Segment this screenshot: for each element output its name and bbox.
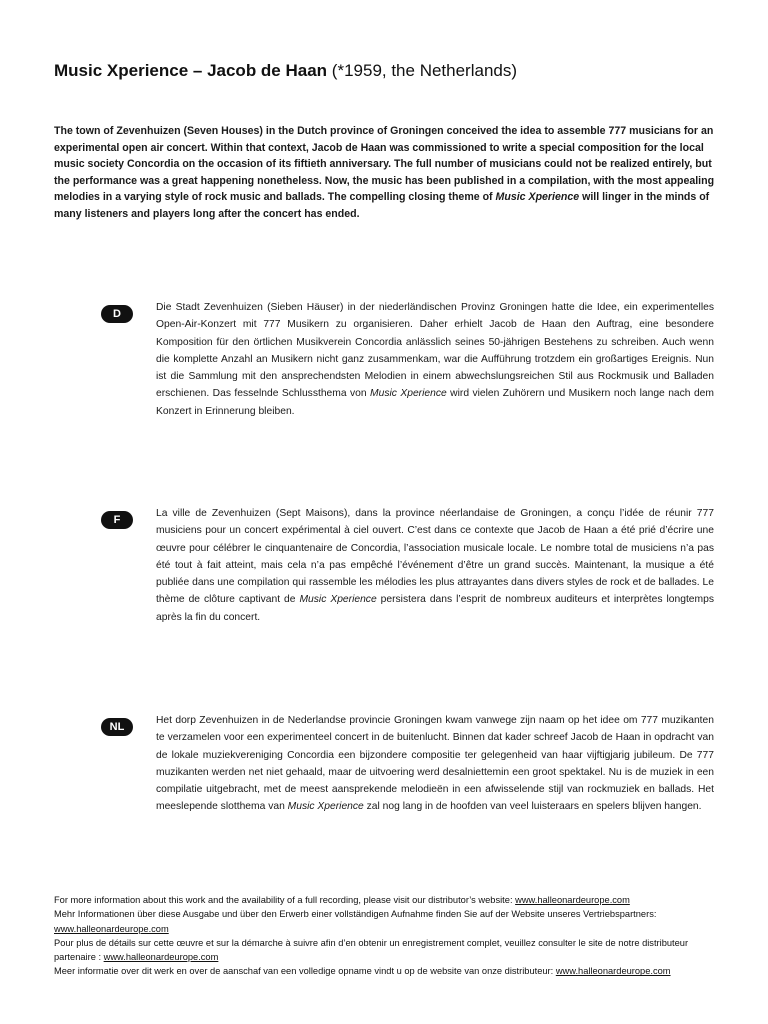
distributor-link-de[interactable]: www.halleonardeurope.com: [54, 923, 169, 934]
title-main: Music Xperience – Jacob de Haan: [54, 61, 328, 80]
german-text-start: Die Stadt Zevenhuizen (Sieben Häuser) in der niederländischen Provinz Groningen hatte die Idee, ein experimentelles Open-Air-Konzert mit 777 Musikern zu organisieren. Daher erhielt Jacob de Haan den Auftrag, eine besondere Komposition für den örtlichen Musikverein Concordia anlässlich seines 50-jährigen Bestehens zu schreiben. Auch wenn die komplette Anzahl an Musikern nicht ganz zusammenkam, war die Aufführung trotzdem ein großartiges Ereignis. Nun ist die Sammlung mit den ansprechendsten Melodien in einem abwechslungsreichen Stil aus Rockmusik und Balladen erschienen. Das fesselnde Schlussthema von: [156, 302, 714, 400]
footer-line-en: [54, 893, 716, 907]
french-work-title: Music Xperience: [299, 594, 377, 606]
distributor-link-en[interactable]: www.halleonardeurope.com: [515, 895, 630, 905]
french-text-start: La ville de Zevenhuizen (Sept Maisons), dans la province néerlandaise de Groningen, a conçu l’idée de réunir 777 musiciens pour un concert expérimental à ciel ouvert. C’est dans ce contexte que Jacob de Haan a été prié d’écrire une œuvre pour célébrer le cinquantenaire de Concordia, l’association musicale locale. Le nombre total de musiciens n’a pas été tout à fait atteint, mais cela n’a pas empêché l’événement d’être un grand succès. Maintenant, la musique a été publiée dans une compilation qui rassemble les mélodies les plus attrayantes dans divers styles de rock et de ballades. Le thème de clôture captivant de: [156, 508, 714, 606]
footer-text-en: For more information about this work and the availability of a full recording, please visit our distributor’s website:: [54, 895, 516, 905]
english-intro-paragraph: [54, 123, 716, 223]
footer-line-de: [54, 907, 716, 936]
footer-text-de: Mehr Informationen über diese Ausgabe und über den Erwerb einer vollständigen Aufnahme finden Sie auf der Website unseres Vertriebspartners:: [54, 909, 657, 920]
french-text-end: persistera dans l’esprit de nombreux auditeurs et interprètes longtemps après la fin du concert.: [156, 594, 714, 623]
intro-text-end: will linger in the minds of many listeners and players long after the concert has ended.: [54, 191, 710, 220]
footer-text-fr: Pour plus de détails sur cette œuvre et sur la démarche à suivre afin d’en obtenir un enregistrement complet, veuillez consulter le site de notre distributeur partenaire :: [54, 937, 689, 963]
page-title: [54, 60, 734, 82]
dutch-work-title: Music Xperience: [287, 801, 364, 813]
footer-line-fr: [54, 936, 716, 965]
intro-work-title: Music Xperience: [495, 191, 580, 204]
french-paragraph: [156, 505, 714, 626]
intro-text-start: The town of Zevenhuizen (Seven Houses) in the Dutch province of Groningen conceived the idea to assemble 777 musicians for an experimental open air concert. Within that context, Jacob de Haan was commissioned to write a special composition for the local music society Concordia on the occasion of its fiftieth anniversary. The full number of musicians could not be realized entirely, but the performance was a great happening nonetheless. Now, the music has been published in a compilation, with the most appealing melodies in a varying style of rock music and ballads. The compelling closing theme of: [54, 125, 715, 204]
title-subtitle: (*1959, the Netherlands): [331, 61, 518, 80]
german-text-end: wird vielen Zuhörern und Musikern noch lange nach dem Konzert in Erinnerung bleiben.: [156, 388, 714, 417]
distributor-link-nl[interactable]: www.halleonardeurope.com: [555, 966, 671, 977]
dutch-text-start: Het dorp Zevenhuizen in de Nederlandse provincie Groningen kwam vanwege zijn naam op het idee om 777 muzikanten te verzamelen voor een experimenteel concert in de buitenlucht. Binnen dat kader schreef Jacob de Haan in opdracht van de lokale muziekvereniging Concordia een bijzondere compositie ter gelegenheid van haar vijftigjarig jubileum. De 777 muzikanten werden net niet gehaald, maar de uitvoering werd desalniettemin een groot spektakel. Nu is de muziek in een compilatie uitgebracht, met de meest aansprekende melodieën in een afwisselende stijl van rockmuziek en ballads. Het meeslepende slotthema van: [156, 715, 714, 813]
footer-text-nl: Meer informatie over dit werk en over de aanschaf van een volledige opname vindt u op de website van onze distributeur:: [54, 966, 556, 977]
language-badge-fr: F: [101, 511, 133, 529]
dutch-text-end: zal nog lang in de hoofden van veel luisteraars en spelers blijven hangen.: [363, 801, 702, 813]
footer-line-nl: [54, 964, 716, 978]
german-work-title: Music Xperience: [370, 388, 447, 400]
language-badge-nl: NL: [101, 718, 133, 736]
german-paragraph: [156, 299, 714, 420]
dutch-paragraph: [156, 712, 714, 816]
distributor-link-fr[interactable]: www.halleonardeurope.com: [103, 952, 219, 963]
distributor-footer: [54, 893, 716, 979]
language-badge-de: D: [101, 305, 133, 323]
